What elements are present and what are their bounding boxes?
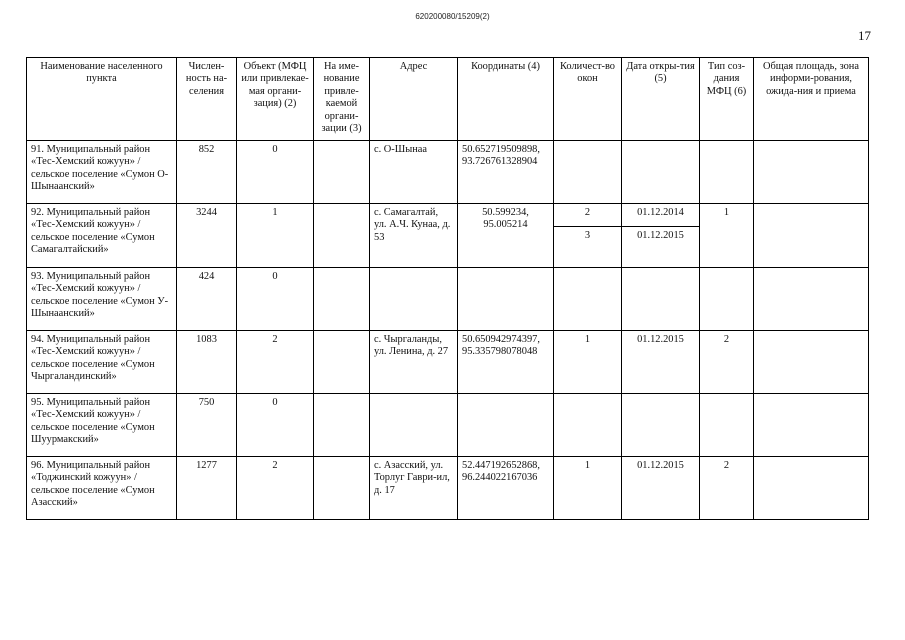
organization-cell xyxy=(314,394,370,457)
column-header: Адрес xyxy=(370,58,458,141)
address-cell: с. Чыргаланды, ул. Ленина, д. 27 xyxy=(370,331,458,394)
address-cell: с. Азасский, ул. Торлуг Гаври-ил, д. 17 xyxy=(370,457,458,520)
settlement-name-cell: 93. Муниципальный район «Тес-Хемский кожуун» / сельское поселение «Сумон У-Шынаанский» xyxy=(27,268,177,331)
area-cell xyxy=(754,141,869,204)
opening-date-cell: 01.12.2015 xyxy=(622,227,700,268)
table-row xyxy=(27,394,869,457)
creation-type-cell xyxy=(700,394,754,457)
column-header: Числен-ность на-селения xyxy=(177,58,237,141)
address-cell xyxy=(370,394,458,457)
coordinates-cell: 50.650942974397, 95.335798078048 xyxy=(458,331,554,394)
address-cell xyxy=(370,268,458,331)
table-row xyxy=(27,457,869,520)
organization-cell xyxy=(314,141,370,204)
opening-date-cell: 01.12.2014 xyxy=(622,204,700,227)
table-row xyxy=(27,331,869,394)
object-cell: 2 xyxy=(237,457,314,520)
settlement-name-cell: 92. Муниципальный район «Тес-Хемский кожуун» / сельское поселение «Сумон Самагалтайский» xyxy=(27,204,177,268)
organization-cell xyxy=(314,457,370,520)
windows-cell: 1 xyxy=(554,457,622,520)
column-header: Объект (МФЦ или привлекае-мая органи-зация) (2) xyxy=(237,58,314,141)
object-cell: 1 xyxy=(237,204,314,268)
settlements-table xyxy=(26,57,869,520)
area-cell xyxy=(754,331,869,394)
object-cell: 0 xyxy=(237,394,314,457)
coordinates-cell xyxy=(458,394,554,457)
windows-cell: 3 xyxy=(554,227,622,268)
population-cell: 1277 xyxy=(177,457,237,520)
object-cell: 0 xyxy=(237,268,314,331)
windows-cell xyxy=(554,268,622,331)
creation-type-cell xyxy=(700,141,754,204)
column-header: Наименование населенного пункта xyxy=(27,58,177,141)
address-cell: с. О-Шынаа xyxy=(370,141,458,204)
population-cell: 750 xyxy=(177,394,237,457)
opening-date-cell xyxy=(622,394,700,457)
creation-type-cell: 2 xyxy=(700,331,754,394)
creation-type-cell: 1 xyxy=(700,204,754,268)
coordinates-cell: 50.599234, 95.005214 xyxy=(458,204,554,268)
column-header: Количест-во окон xyxy=(554,58,622,141)
opening-date-cell: 01.12.2015 xyxy=(622,331,700,394)
settlement-name-cell: 96. Муниципальный район «Тоджинский кожуун» / сельское поселение «Сумон Азасский» xyxy=(27,457,177,520)
area-cell xyxy=(754,204,869,268)
table-row xyxy=(27,141,869,204)
population-cell: 424 xyxy=(177,268,237,331)
coordinates-cell xyxy=(458,268,554,331)
windows-cell xyxy=(554,394,622,457)
column-header: Координаты (4) xyxy=(458,58,554,141)
opening-date-cell xyxy=(622,141,700,204)
population-cell: 1083 xyxy=(177,331,237,394)
table-header-row xyxy=(27,58,869,141)
creation-type-cell xyxy=(700,268,754,331)
coordinates-cell: 52.447192652868, 96.244022167036 xyxy=(458,457,554,520)
windows-cell: 2 xyxy=(554,204,622,227)
opening-date-cell: 01.12.2015 xyxy=(622,457,700,520)
column-header: Дата откры-тия (5) xyxy=(622,58,700,141)
organization-cell xyxy=(314,331,370,394)
opening-date-cell xyxy=(622,268,700,331)
organization-cell xyxy=(314,268,370,331)
settlement-name-cell: 95. Муниципальный район «Тес-Хемский кожуун» /сельское поселение «Сумон Шуурмакский» xyxy=(27,394,177,457)
column-header: Общая площадь, зона информи-рования, ожида-ния и приема xyxy=(754,58,869,141)
settlement-name-cell: 91. Муниципальный район «Тес-Хемский кожуун» / сельское поселение «Сумон О-Шынаанский» xyxy=(27,141,177,204)
coordinates-cell: 50.652719509898, 93.726761328904 xyxy=(458,141,554,204)
creation-type-cell: 2 xyxy=(700,457,754,520)
area-cell xyxy=(754,268,869,331)
object-cell: 2 xyxy=(237,331,314,394)
object-cell: 0 xyxy=(237,141,314,204)
document-code: 620200080/15209(2) xyxy=(415,12,490,21)
windows-cell: 1 xyxy=(554,331,622,394)
address-cell: с. Самагалтай, ул. А.Ч. Кунаа, д. 53 xyxy=(370,204,458,268)
windows-cell xyxy=(554,141,622,204)
population-cell: 852 xyxy=(177,141,237,204)
column-header: Тип соз-дания МФЦ (6) xyxy=(700,58,754,141)
organization-cell xyxy=(314,204,370,268)
population-cell: 3244 xyxy=(177,204,237,268)
page-number: 17 xyxy=(858,28,871,43)
settlement-name-cell: 94. Муниципальный район «Тес-Хемский кожуун» / сельское поселение «Сумон Чыргаландинский» xyxy=(27,331,177,394)
table-row xyxy=(27,268,869,331)
area-cell xyxy=(754,394,869,457)
area-cell xyxy=(754,457,869,520)
column-header: На име-нование привле-каемой органи-зации (3) xyxy=(314,58,370,141)
table-row xyxy=(27,204,869,227)
